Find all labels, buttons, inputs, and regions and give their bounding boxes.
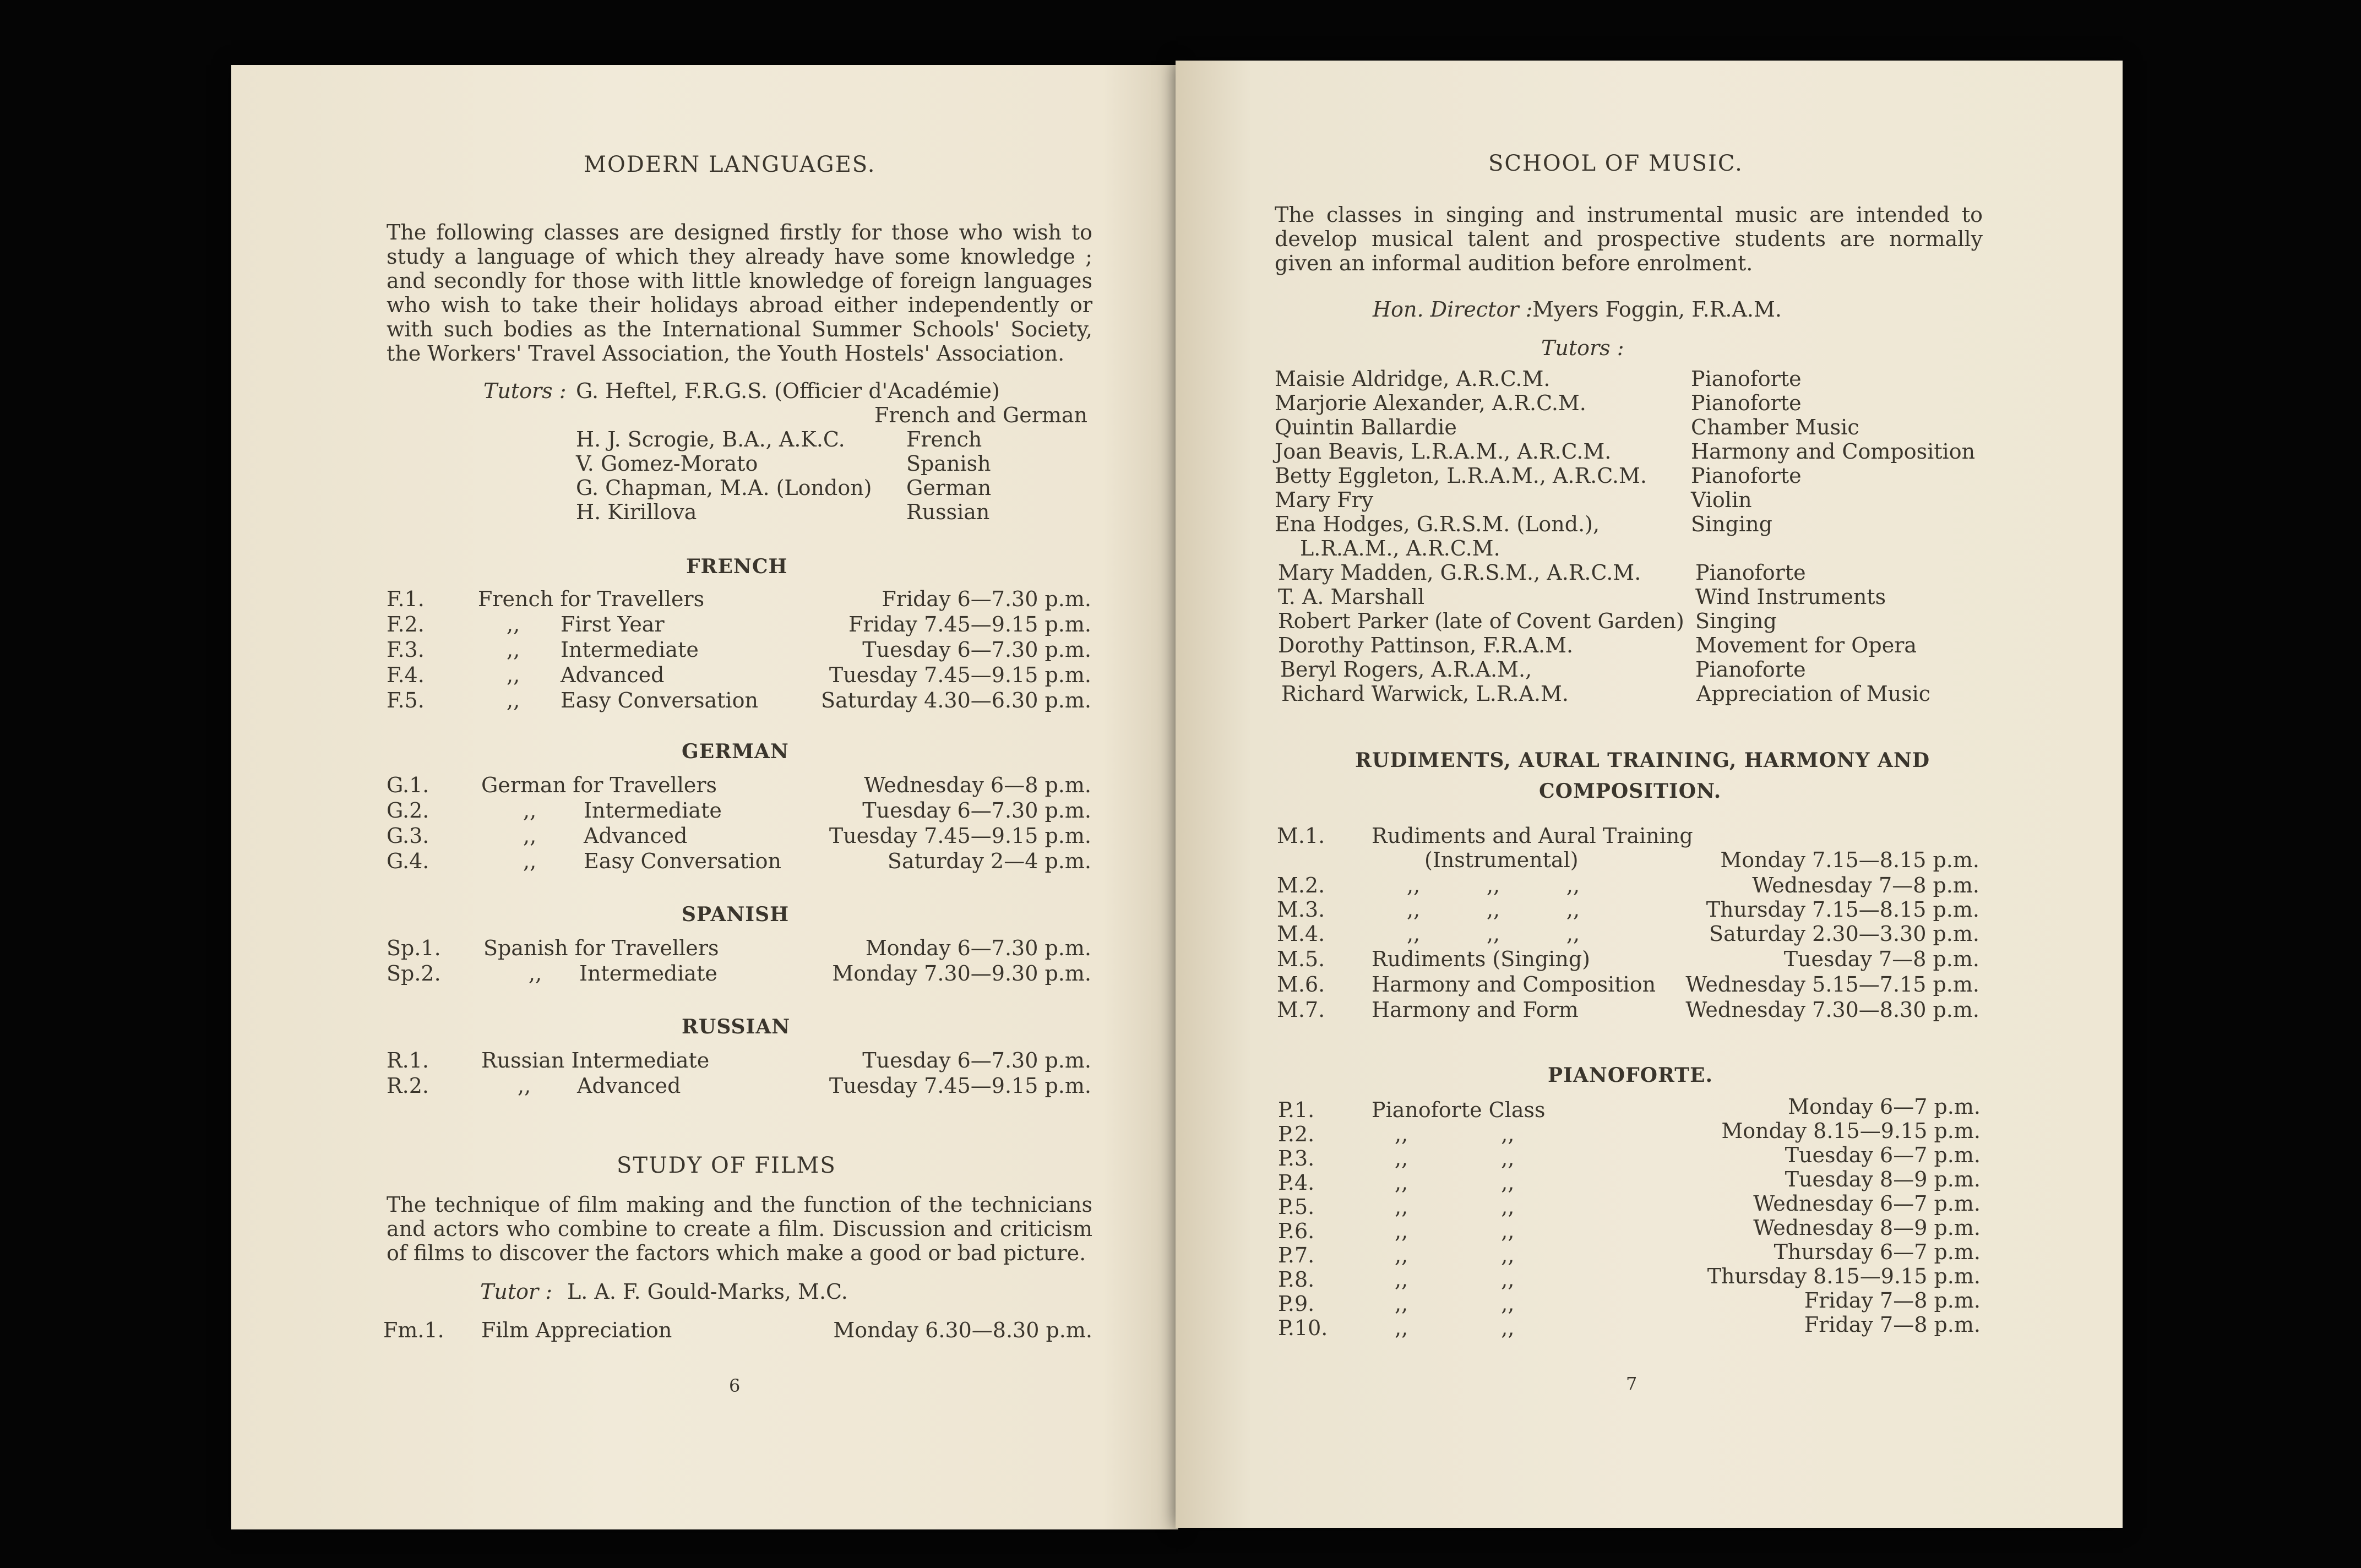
films-title: STUDY OF FILMS	[617, 1153, 836, 1178]
course-code: P.10.	[1278, 1316, 1328, 1340]
page-title: SCHOOL OF MUSIC.	[1488, 151, 1743, 176]
course-time: Tuesday 8—9 p.m.	[1785, 1167, 1981, 1191]
tutor-subject: French and German	[874, 403, 1088, 427]
course-code: G.1.	[387, 773, 429, 797]
course-title: Harmony and Composition	[1372, 972, 1656, 997]
ditto-marks: ,, ,, ,,	[1407, 922, 1580, 946]
course-code: M.2.	[1277, 873, 1325, 897]
course-code: P.3.	[1278, 1146, 1315, 1170]
films-tutor: L. A. F. Gould-Marks, M.C.	[567, 1280, 848, 1304]
ditto-marks: ,, ,,	[1395, 1243, 1515, 1267]
course-code: P.1.	[1278, 1098, 1315, 1122]
page-number: 6	[729, 1375, 741, 1396]
course-title: German for Travellers	[481, 773, 717, 797]
course-code: P.5.	[1278, 1195, 1315, 1219]
course-code: Fm.1.	[383, 1318, 444, 1342]
course-title: Rudiments and Aural Training	[1372, 824, 1693, 848]
course-time: Wednesday 6—7 p.m.	[1753, 1191, 1981, 1216]
course-time: Monday 6—7.30 p.m.	[865, 936, 1091, 960]
course-code: F.4.	[387, 663, 425, 687]
director-name: Myers Foggin, F.R.A.M.	[1532, 297, 1782, 322]
course-time: Tuesday 6—7.30 p.m.	[862, 798, 1091, 823]
course-title: Harmony and Form	[1372, 998, 1579, 1022]
course-title: First Year	[561, 612, 665, 636]
course-time: Monday 8.15—9.15 p.m.	[1721, 1119, 1981, 1143]
course-title: Russian Intermediate	[481, 1048, 710, 1072]
course-time: Monday 7.15—8.15 p.m.	[1720, 848, 1979, 872]
course-time: Tuesday 6—7.30 p.m.	[862, 1048, 1091, 1072]
section-heading-german: GERMAN	[682, 740, 789, 763]
tutor-subject: Spanish	[906, 451, 991, 476]
right-page	[1176, 61, 2123, 1528]
course-time: Thursday 8.15—9.15 p.m.	[1707, 1264, 1981, 1288]
course-time: Wednesday 8—9 p.m.	[1753, 1216, 1981, 1240]
course-code: P.7.	[1278, 1243, 1315, 1267]
tutor-subject: Singing	[1695, 609, 1777, 633]
page-title: MODERN LANGUAGES.	[584, 152, 876, 177]
ditto-marks: ,, ,,	[1395, 1267, 1515, 1292]
course-time: Saturday 2—4 p.m.	[887, 849, 1091, 873]
tutor-name: G. Heftel, F.R.G.S. (Officier d'Académie)	[576, 379, 1000, 403]
section-heading-composition: COMPOSITION.	[1539, 780, 1722, 803]
course-title: Pianoforte Class	[1372, 1098, 1546, 1122]
films-paragraph: The technique of film making and the function of the technicians and actors who combine to create a film. Discussion and criticism of films to discover the factors which make a good or bad picture.	[387, 1193, 1092, 1265]
course-time: Tuesday 6—7.30 p.m.	[862, 638, 1091, 662]
tutor-name: Dorothy Pattinson, F.R.A.M.	[1278, 633, 1574, 657]
course-code: M.4.	[1277, 922, 1325, 946]
course-title: Advanced	[577, 1074, 681, 1098]
course-code: M.6.	[1277, 972, 1325, 997]
tutor-subject: Pianoforte	[1691, 464, 1802, 488]
ditto-marks: ,, ,,	[1395, 1219, 1515, 1243]
ditto-marks: ,, ,,	[1395, 1195, 1515, 1219]
ditto-marks: ,, ,,	[1395, 1316, 1515, 1340]
intro-paragraph: The classes in singing and instrumental music are intended to develop musical talent and prospective students are normally given an informal audition before enrolment.	[1275, 203, 1983, 275]
course-code: M.3.	[1277, 897, 1325, 922]
course-code: P.6.	[1278, 1219, 1315, 1243]
tutor-name: Betty Eggleton, L.R.A.M., A.R.C.M.	[1275, 464, 1647, 488]
tutor-name: H. Kirillova	[576, 500, 697, 524]
course-title: Spanish for Travellers	[483, 936, 719, 960]
ditto-mark: ,,	[529, 961, 542, 986]
tutor-name: H. J. Scrogie, B.A., A.K.C.	[576, 427, 845, 451]
tutor-name: Richard Warwick, L.R.A.M.	[1281, 682, 1569, 706]
tutor-subject: German	[906, 476, 992, 500]
course-title: Advanced	[561, 663, 665, 687]
tutor-subject: Pianoforte	[1695, 657, 1806, 682]
tutor-name: Mary Fry	[1275, 488, 1374, 512]
tutor-subject: Harmony and Composition	[1691, 439, 1976, 464]
course-time: Tuesday 7.45—9.15 p.m.	[829, 663, 1091, 687]
course-code: M.5.	[1277, 947, 1325, 971]
tutor-name: Marjorie Alexander, A.R.C.M.	[1275, 391, 1586, 415]
ditto-marks: ,, ,,	[1395, 1170, 1515, 1195]
course-time: Tuesday 7.45—9.15 p.m.	[829, 1074, 1091, 1098]
left-page	[231, 65, 1178, 1529]
course-time: Monday 6.30—8.30 p.m.	[833, 1318, 1092, 1342]
course-title: Intermediate	[579, 961, 717, 986]
course-time: Monday 6—7 p.m.	[1788, 1095, 1981, 1119]
course-code: G.4.	[387, 849, 429, 873]
course-time: Friday 6—7.30 p.m.	[882, 587, 1091, 611]
ditto-mark: ,,	[523, 824, 537, 848]
tutor-subject: Pianoforte	[1695, 560, 1806, 585]
ditto-marks: ,, ,, ,,	[1407, 897, 1580, 922]
tutor-subject: Appreciation of Music	[1696, 682, 1931, 706]
tutor-subject: Movement for Opera	[1695, 633, 1917, 657]
tutor-subject: French	[906, 427, 982, 451]
intro-paragraph: The following classes are designed firstly for those who wish to study a language of which they already have some knowledge ; and secondly for those with little knowledge of foreign languages who wish to take their holidays abroad either independently or with such bodies as the International Summer Schools' Society, the Workers' Travel Association, the Youth Hostels' Association.	[387, 220, 1092, 366]
course-title: Easy Conversation	[584, 849, 781, 873]
tutor-subject: Chamber Music	[1691, 415, 1859, 439]
course-title-continued: (Instrumental)	[1424, 848, 1579, 872]
tutor-name: G. Chapman, M.A. (London)	[576, 476, 872, 500]
course-title: Rudiments (Singing)	[1372, 947, 1590, 971]
section-heading-rudiments: RUDIMENTS, AURAL TRAINING, HARMONY AND	[1355, 749, 1930, 772]
course-code: R.2.	[387, 1074, 429, 1098]
page-number: 7	[1626, 1373, 1638, 1394]
ditto-mark: ,,	[507, 612, 520, 636]
course-time: Saturday 4.30—6.30 p.m.	[821, 688, 1091, 712]
course-title: Film Appreciation	[481, 1318, 672, 1342]
tutor-name: Robert Parker (late of Covent Garden)	[1278, 609, 1684, 633]
ditto-mark: ,,	[523, 798, 537, 823]
course-time: Monday 7.30—9.30 p.m.	[832, 961, 1091, 986]
course-code: P.4.	[1278, 1170, 1315, 1195]
tutor-name: V. Gomez-Morato	[576, 451, 758, 476]
section-heading-french: FRENCH	[686, 555, 788, 578]
course-time: Friday 7.45—9.15 p.m.	[848, 612, 1091, 636]
course-code: M.1.	[1277, 824, 1325, 848]
tutor-name: T. A. Marshall	[1278, 585, 1425, 609]
course-time: Tuesday 7—8 p.m.	[1783, 947, 1979, 971]
ditto-mark: ,,	[507, 663, 520, 687]
tutor-name: Maisie Aldridge, A.R.C.M.	[1275, 367, 1551, 391]
ditto-marks: ,, ,, ,,	[1407, 873, 1580, 897]
course-code: P.2.	[1278, 1122, 1315, 1146]
tutor-subject: Singing	[1691, 512, 1772, 536]
tutor-name: L.R.A.M., A.R.C.M.	[1300, 536, 1500, 560]
course-time: Friday 7—8 p.m.	[1804, 1288, 1981, 1313]
course-code: G.2.	[387, 798, 429, 823]
section-heading-russian: RUSSIAN	[682, 1015, 791, 1038]
course-code: M.7.	[1277, 998, 1325, 1022]
course-time: Wednesday 6—8 p.m.	[864, 773, 1091, 797]
tutor-name: Mary Madden, G.R.S.M., A.R.C.M.	[1278, 560, 1641, 585]
course-code: Sp.2.	[387, 961, 441, 986]
course-code: F.5.	[387, 688, 425, 712]
tutor-subject: Russian	[906, 500, 990, 524]
course-code: F.3.	[387, 638, 425, 662]
course-time: Wednesday 7.30—8.30 p.m.	[1685, 998, 1979, 1022]
ditto-marks: ,, ,,	[1395, 1122, 1515, 1146]
section-heading-spanish: SPANISH	[682, 903, 790, 926]
course-time: Friday 7—8 p.m.	[1804, 1313, 1981, 1337]
section-heading-pianoforte: PIANOFORTE.	[1548, 1064, 1713, 1087]
course-title: Easy Conversation	[561, 688, 758, 712]
tutors-label: Tutors :	[1541, 336, 1624, 360]
course-title: French for Travellers	[478, 587, 705, 611]
tutors-label: Tutors :	[483, 379, 567, 403]
course-time: Thursday 7.15—8.15 p.m.	[1706, 897, 1979, 922]
tutor-subject: Pianoforte	[1691, 391, 1802, 415]
course-code: P.9.	[1278, 1292, 1315, 1316]
course-code: Sp.1.	[387, 936, 441, 960]
ditto-marks: ,, ,,	[1395, 1146, 1515, 1170]
ditto-mark: ,,	[507, 638, 520, 662]
ditto-mark: ,,	[518, 1074, 531, 1098]
tutor-subject: Pianoforte	[1691, 367, 1802, 391]
films-tutor-label: Tutor :	[480, 1280, 553, 1304]
course-code: F.1.	[387, 587, 425, 611]
course-time: Wednesday 7—8 p.m.	[1752, 873, 1979, 897]
tutor-subject: Violin	[1691, 488, 1752, 512]
course-code: R.1.	[387, 1048, 429, 1072]
course-title: Intermediate	[561, 638, 699, 662]
tutor-name: Quintin Ballardie	[1275, 415, 1457, 439]
director-label: Hon. Director :	[1373, 297, 1533, 322]
course-code: P.8.	[1278, 1267, 1315, 1292]
tutor-name: Ena Hodges, G.R.S.M. (Lond.),	[1275, 512, 1600, 536]
tutor-name: Beryl Rogers, A.R.A.M.,	[1280, 657, 1532, 682]
course-code: F.2.	[387, 612, 425, 636]
tutor-subject: Wind Instruments	[1695, 585, 1886, 609]
ditto-mark: ,,	[507, 688, 520, 712]
course-time: Wednesday 5.15—7.15 p.m.	[1685, 972, 1979, 997]
tutor-name: Joan Beavis, L.R.A.M., A.R.C.M.	[1275, 439, 1612, 464]
course-title: Intermediate	[584, 798, 722, 823]
course-time: Saturday 2.30—3.30 p.m.	[1709, 922, 1979, 946]
course-time: Tuesday 6—7 p.m.	[1785, 1143, 1981, 1167]
ditto-mark: ,,	[523, 849, 537, 873]
course-title: Advanced	[584, 824, 688, 848]
course-time: Thursday 6—7 p.m.	[1774, 1240, 1981, 1264]
course-time: Tuesday 7.45—9.15 p.m.	[829, 824, 1091, 848]
course-code: G.3.	[387, 824, 429, 848]
ditto-marks: ,, ,,	[1395, 1292, 1515, 1316]
